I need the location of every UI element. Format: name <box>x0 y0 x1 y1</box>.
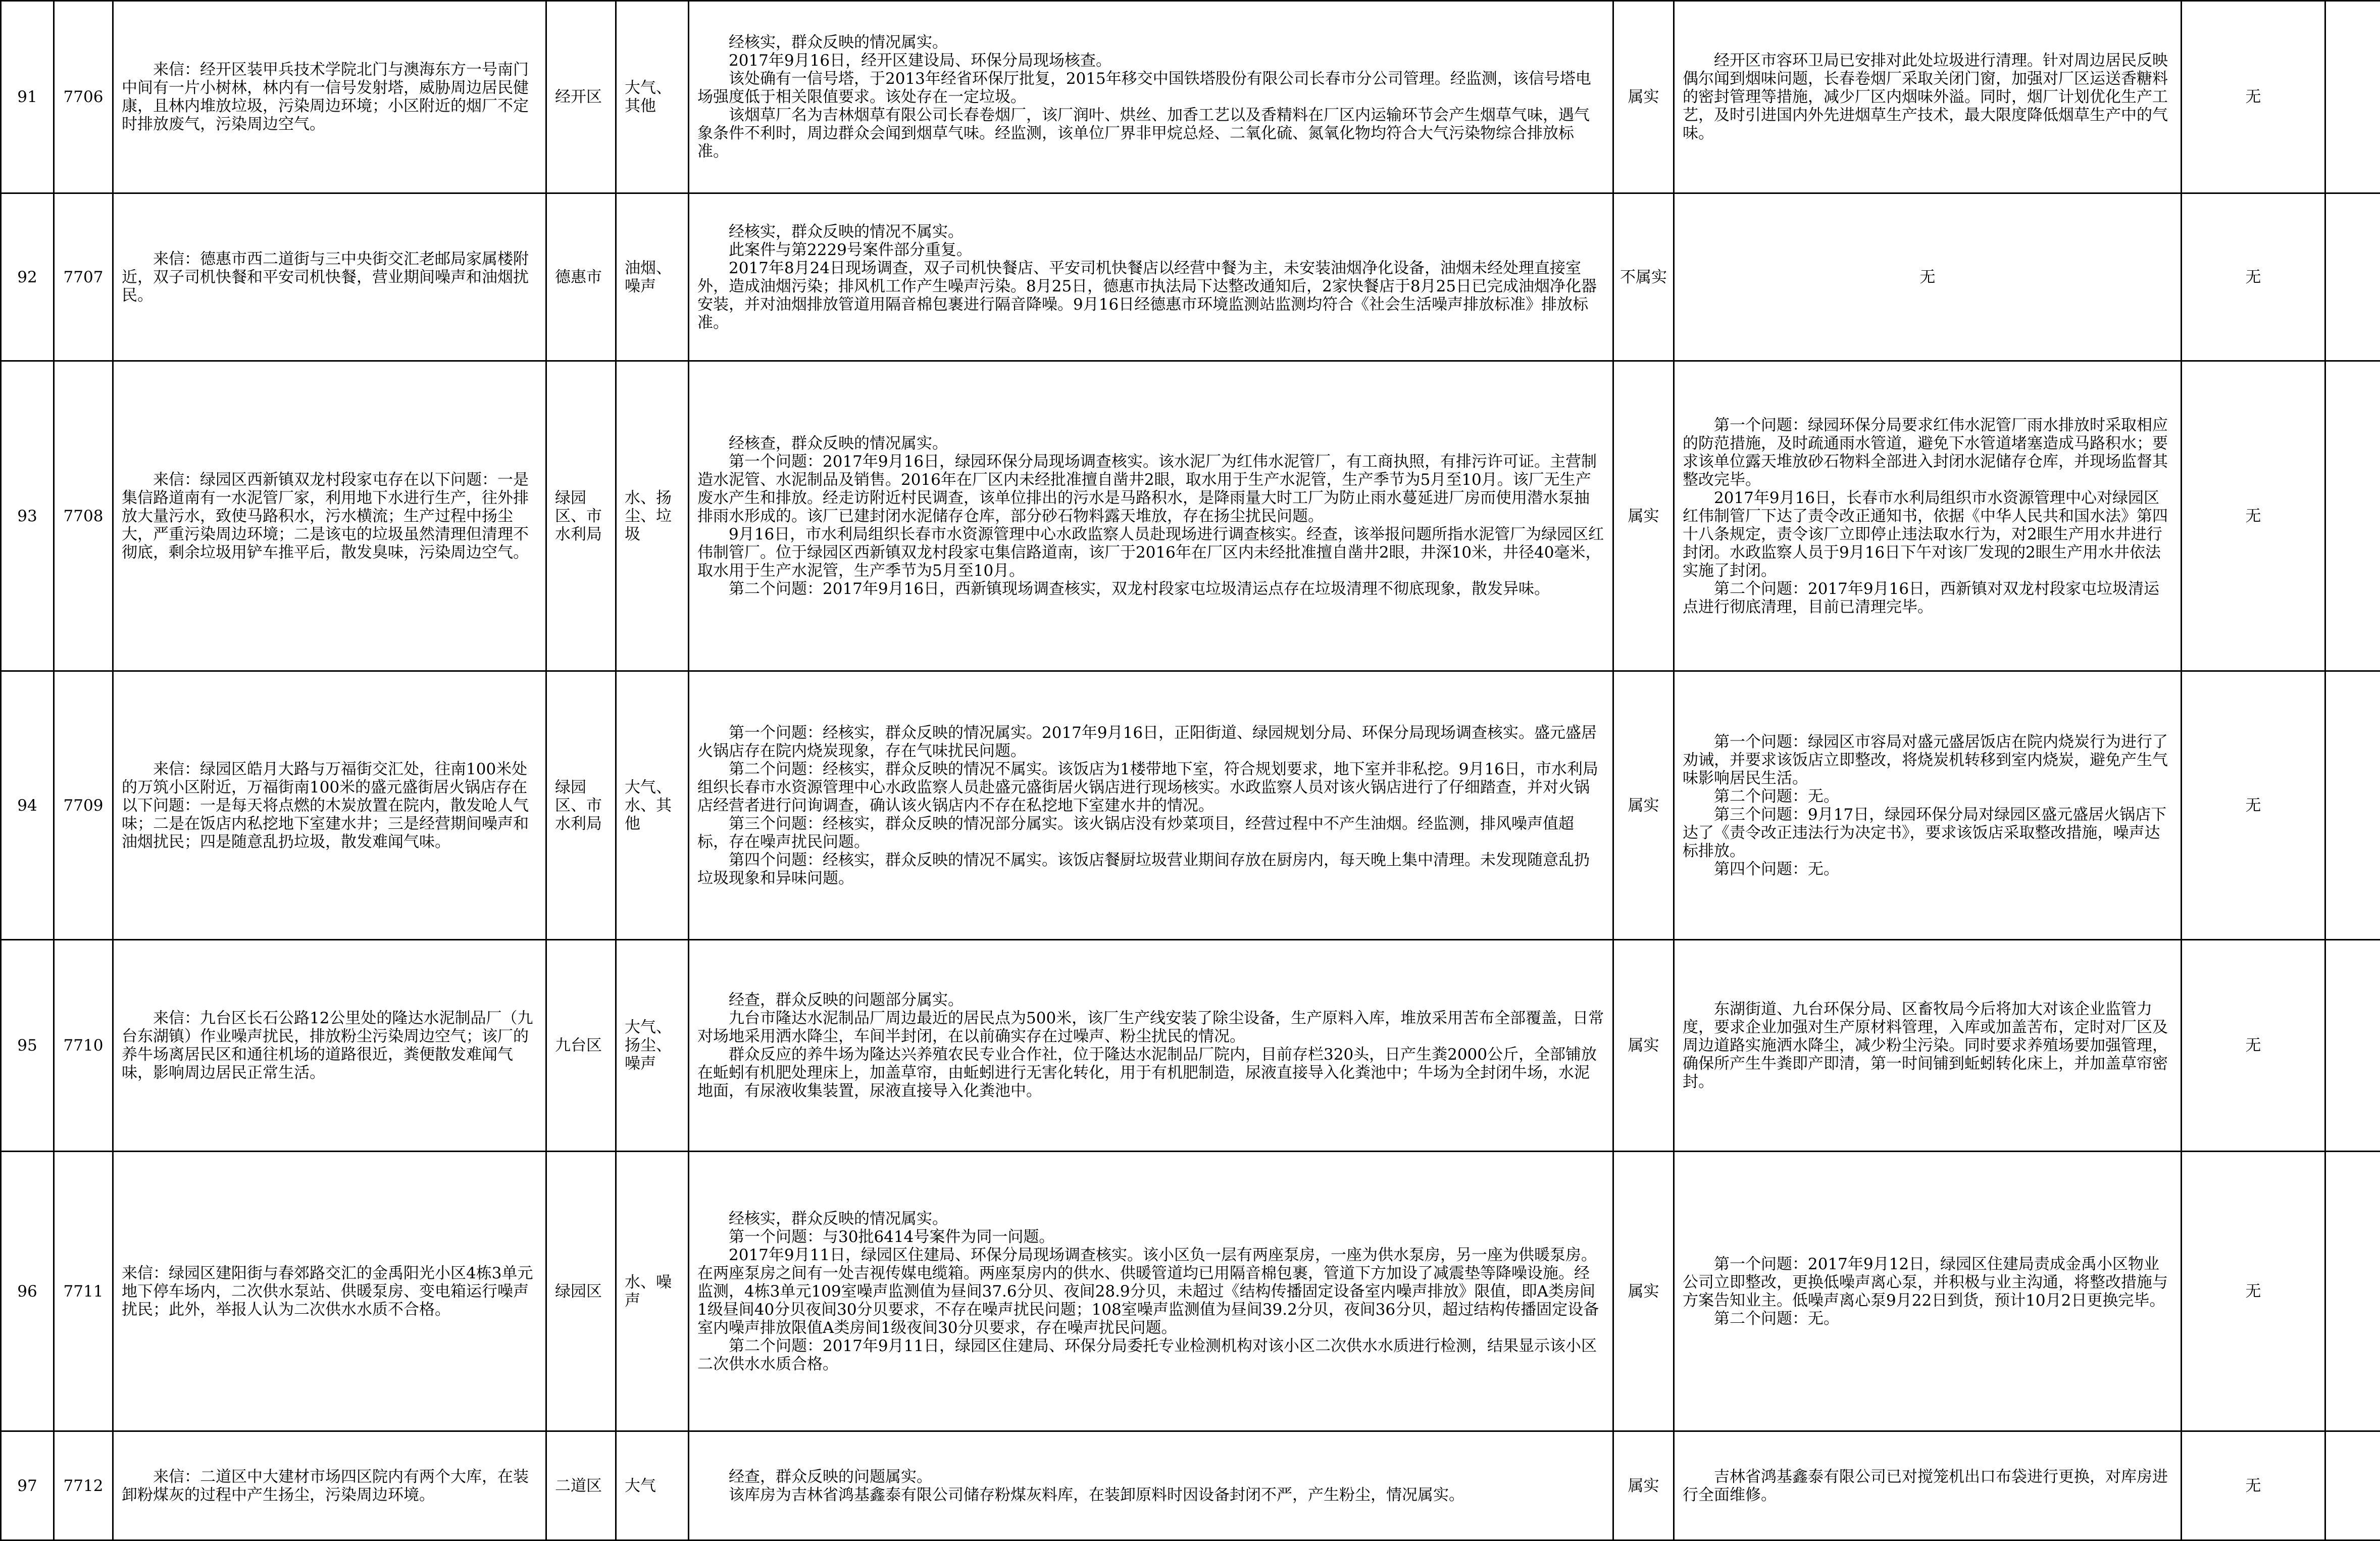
verdict: 属实 <box>1613 1 1674 193</box>
case-number: 7707 <box>54 193 113 361</box>
handling-result <box>1674 361 2182 671</box>
pollution-type: 水、噪声 <box>616 1152 689 1431</box>
table-row <box>1 671 2380 940</box>
empty-cell <box>2325 1431 2380 1540</box>
case-number: 7712 <box>54 1431 113 1540</box>
investigation-result-paragraph: 经查，群众反映的问题属实。 <box>697 1468 1604 1486</box>
investigation-result-paragraph: 该库房为吉林省鸿基鑫泰有限公司储存粉煤灰料库，在装卸原料时因设备封闭不严，产生粉尘，情况属实。 <box>697 1486 1604 1504</box>
empty-cell <box>2325 671 2380 940</box>
verdict: 属实 <box>1613 940 1674 1152</box>
empty-cell <box>2325 361 2380 671</box>
district: 九台区 <box>546 940 616 1152</box>
district: 德惠市 <box>546 193 616 361</box>
investigation-result <box>689 671 1613 940</box>
pollution-type: 油烟、噪声 <box>616 193 689 361</box>
investigation-result <box>689 1431 1613 1540</box>
pollution-type: 大气、扬尘、噪声 <box>616 940 689 1152</box>
verdict: 属实 <box>1613 1152 1674 1431</box>
case-number: 7709 <box>54 671 113 940</box>
district: 绿园区、市水利局 <box>546 671 616 940</box>
investigation-result-paragraph: 经查，群众反映的问题部分属实。 <box>697 991 1604 1009</box>
investigation-result-paragraph: 该处确有一信号塔，于2013年经省环保厅批复，2015年移交中国铁塔股份有限公司长春市分公司管理。经监测，该信号塔电场强度低于相关限值要求。该处存在一定垃圾。 <box>697 70 1604 106</box>
investigation-result-paragraph: 2017年8月24日现场调查，双子司机快餐店、平安司机快餐店以经营中餐为主，未安装油烟净化设备，油烟未经处理直接室外，造成油烟污染；排风机工作产生噪声污染。8月25日，德惠市执法局下达整改通知后，2家快餐店于8月25日已完成油烟净化器安装，并对油烟排放管道用隔音棉包裹进行隔音降噪。9月16日经德惠市环境监测站监测均符合《社会生活噪声排放标准》排放标准。 <box>697 259 1604 332</box>
handling-result-paragraph: 无 <box>1677 268 2179 286</box>
table-row <box>1 361 2380 671</box>
investigation-result-paragraph: 经核实，群众反映的情况不属实。 <box>697 223 1604 241</box>
investigation-result-paragraph: 第二个问题：经核实，群众反映的情况不属实。该饭店为1楼带地下室，符合规划要求，地下室并非私挖。9月16日，市水利局组织长春市水资源管理中心水政监察人员赴盛元盛街居火锅店进行现场核实。水政监察人员对该火锅店进行了仔细踏查，并对火锅店经营者进行问询调查，确认该火锅店内不存在私挖地下室建水井的情况。 <box>697 760 1604 815</box>
empty-cell <box>2325 940 2380 1152</box>
handling-result-paragraph: 第一个问题：绿园环保分局要求红伟水泥管厂雨水排放时采取相应的防范措施，及时疏通雨水管道，避免下水管道堵塞造成马路积水；要求该单位露天堆放砂石物料全部进入封闭水泥储存仓库，并现场监督其整改完毕。 <box>1683 416 2172 489</box>
investigation-result-paragraph: 经核实，群众反映的情况属实。 <box>697 1210 1604 1228</box>
investigation-result-paragraph: 第二个问题：2017年9月11日，绿园区住建局、环保分局委托专业检测机构对该小区二次供水水质进行检测，结果显示该小区二次供水水质合格。 <box>697 1337 1604 1373</box>
row-index: 95 <box>1 940 54 1152</box>
case-number: 7708 <box>54 361 113 671</box>
investigation-result <box>689 361 1613 671</box>
table-row <box>1 1 2380 193</box>
empty-cell <box>2325 1152 2380 1431</box>
handling-result-paragraph: 第二个问题：2017年9月16日，西新镇对双龙村段家屯垃圾清运点进行彻底清理，目前已清理完毕。 <box>1683 580 2172 616</box>
investigation-result <box>689 1152 1613 1431</box>
investigation-result-paragraph: 第四个问题：经核实，群众反映的情况不属实。该饭店餐厨垃圾营业期间存放在厨房内，每天晚上集中清理。未发现随意乱扔垃圾现象和异味问题。 <box>697 851 1604 887</box>
handling-result <box>1674 193 2182 361</box>
complaint-paragraph: 来信：九台区长石公路12公里处的隆达水泥制品厂（九台东湖镇）作业噪声扰民，排放粉尘污染周边空气；该厂的养牛场离居民区和通往机场的道路很近，粪便散发难闻气味，影响周边居民正常生活。 <box>122 1009 537 1082</box>
investigation-result-paragraph: 群众反应的养牛场为隆达兴养殖农民专业合作社，位于隆达水泥制品厂院内，目前存栏320头，日产生粪2000公斤，全部铺放在蚯蚓有机肥处理床上，加盖草帘，由蚯蚓进行无害化转化，用于有机肥制造，尿液直接导入化粪池中；牛场为全封闭牛场，水泥地面，有尿液收集装置，尿液直接导入化粪池中。 <box>697 1046 1604 1100</box>
verdict: 不属实 <box>1613 193 1674 361</box>
investigation-result-paragraph: 第一个问题：与30批6414号案件为同一问题。 <box>697 1228 1604 1246</box>
row-index: 97 <box>1 1431 54 1540</box>
complaint-text <box>113 1431 546 1540</box>
district: 绿园区、市水利局 <box>546 361 616 671</box>
handling-result <box>1674 1152 2182 1431</box>
investigation-result-paragraph: 九台市隆达水泥制品厂周边最近的居民点为500米，该厂生产线安装了除尘设备，生产原料入库，堆放采用苦布全部覆盖，日常对场地采用洒水降尘，车间半封闭，在以前确实存在过噪声、粉尘扰民的情况。 <box>697 1009 1604 1046</box>
handling-result <box>1674 1431 2182 1540</box>
district: 二道区 <box>546 1431 616 1540</box>
empty-cell <box>2325 1 2380 193</box>
accountability: 无 <box>2182 940 2325 1152</box>
complaint-text <box>113 361 546 671</box>
handling-result-paragraph: 吉林省鸿基鑫泰有限公司已对搅笼机出口布袋进行更换，对库房进行全面维修。 <box>1683 1468 2172 1504</box>
table-row <box>1 193 2380 361</box>
investigation-result-paragraph: 第二个问题：2017年9月16日，西新镇现场调查核实，双龙村段家屯垃圾清运点存在垃圾清理不彻底现象，散发异味。 <box>697 580 1604 598</box>
handling-result <box>1674 940 2182 1152</box>
case-number: 7710 <box>54 940 113 1152</box>
accountability: 无 <box>2182 671 2325 940</box>
district: 经开区 <box>546 1 616 193</box>
table-row <box>1 1431 2380 1540</box>
accountability: 无 <box>2182 1431 2325 1540</box>
pollution-type: 大气、水、其他 <box>616 671 689 940</box>
complaint-paragraph: 来信：德惠市西二道街与三中央街交汇老邮局家属楼附近，双子司机快餐和平安司机快餐，营业期间噪声和油烟扰民。 <box>122 250 537 305</box>
investigation-result-paragraph: 第三个问题：经核实，群众反映的情况部分属实。该火锅店没有炒菜项目，经营过程中不产生油烟。经监测，排风噪声值超标，存在噪声扰民问题。 <box>697 815 1604 851</box>
investigation-result-paragraph: 2017年9月11日，绿园区住建局、环保分局现场调查核实。该小区负一层有两座泵房，一座为供水泵房，另一座为供暖泵房。在两座泵房之间有一处吉视传媒电缆箱。两座泵房内的供水、供暖管道均已用隔音棉包裹，管道下方加设了减震垫等降噪设施。经监测，4栋3单元109室噪声监测值为昼间37.6分贝、夜间28.9分贝，未超过《结构传播固定设备室内噪声排放》限值，即A类房间1级昼间40分贝夜间30分贝要求，不存在噪声扰民问题；108室噪声监测值为昼间39.2分贝，夜间36分贝，超过结构传播固定设备室内噪声排放限值A类房间1级夜间30分贝要求，存在噪声扰民问题。 <box>697 1246 1604 1337</box>
verdict: 属实 <box>1613 361 1674 671</box>
investigation-result-paragraph: 经核实，群众反映的情况属实。 <box>697 33 1604 52</box>
pollution-type: 大气、其他 <box>616 1 689 193</box>
handling-result-paragraph: 经开区市容环卫局已安排对此处垃圾进行清理。针对周边居民反映偶尔闻到烟味问题，长春卷烟厂采取关闭门窗，加强对厂区运送香糖料的密封管理等措施，减少厂区内烟味外溢。同时，烟厂计划优化生产工艺，及时引进国内外先进烟草生产技术，最大限度降低烟草生产中的气味。 <box>1683 52 2172 142</box>
district: 绿园区 <box>546 1152 616 1431</box>
handling-result-paragraph: 第一个问题：2017年9月12日，绿园区住建局责成金禹小区物业公司立即整改，更换低噪声离心泵，并积极与业主沟通，将整改措施与方案告知业主。低噪声离心泵9月22日到货，预计10月2日更换完毕。 <box>1683 1255 2172 1310</box>
handling-result-paragraph: 第二个问题：无。 <box>1683 787 2172 806</box>
accountability: 无 <box>2182 1152 2325 1431</box>
case-number: 7711 <box>54 1152 113 1431</box>
handling-result <box>1674 671 2182 940</box>
row-index: 93 <box>1 361 54 671</box>
table-row <box>1 1152 2380 1431</box>
accountability: 无 <box>2182 1 2325 193</box>
verdict: 属实 <box>1613 1431 1674 1540</box>
row-index: 91 <box>1 1 54 193</box>
handling-result <box>1674 1 2182 193</box>
verdict: 属实 <box>1613 671 1674 940</box>
handling-result-paragraph: 东湖街道、九台环保分局、区畜牧局今后将加大对该企业监管力度，要求企业加强对生产原材料管理，入库或加盖苦布，定时对厂区及周边道路实施洒水降尘，减少粉尘污染。同时要求养殖场要加强管理，确保所产生牛粪即产即清，第一时间铺到蚯蚓转化床上，并加盖草帘密封。 <box>1683 1000 2172 1091</box>
handling-result-paragraph: 第三个问题：9月17日，绿园环保分局对绿园区盛元盛居火锅店下达了《责令改正违法行为决定书》，要求该饭店采取整改措施，噪声达标排放。 <box>1683 806 2172 860</box>
investigation-result-paragraph: 第一个问题：经核实，群众反映的情况属实。2017年9月16日，正阳街道、绿园规划分局、环保分局现场调查核实。盛元盛居火锅店存在院内烧炭现象，存在气味扰民问题。 <box>697 724 1604 760</box>
complaint-text <box>113 940 546 1152</box>
investigation-result-paragraph: 2017年9月16日，经开区建设局、环保分局现场核查。 <box>697 52 1604 70</box>
row-index: 94 <box>1 671 54 940</box>
complaint-text <box>113 1152 546 1431</box>
investigation-result-paragraph: 第一个问题：2017年9月16日，绿园环保分局现场调查核实。该水泥厂为红伟水泥管厂，有工商执照，有排污许可证。主营制造水泥管、水泥制品及销售。2016年在厂区内未经批准擅自凿井2眼，取水用于生产水泥管，生产季节为5月至10月。该厂无生产废水产生和排放。经走访附近村民调查，该单位排出的污水是马路积水，是降雨量大时工厂为防止雨水蔓延进厂房而使用潜水泵抽排雨水形成的。该厂已建封闭水泥储存仓库，部分砂石物料露天堆放，存在扬尘扰民问题。 <box>697 453 1604 525</box>
complaint-paragraph: 来信：二道区中大建材市场四区院内有两个大库，在装卸粉煤灰的过程中产生扬尘，污染周边环境。 <box>122 1468 537 1504</box>
row-index: 96 <box>1 1152 54 1431</box>
investigation-result <box>689 193 1613 361</box>
pollution-type: 水、扬尘、垃圾 <box>616 361 689 671</box>
investigation-result-paragraph: 此案件与第2229号案件部分重复。 <box>697 241 1604 259</box>
handling-result-paragraph: 2017年9月16日，长春市水利局组织市水资源管理中心对绿园区红伟制管厂下达了责令改正通知书，依据《中华人民共和国水法》第四十八条规定，责令该厂立即停止违法取水行为，对2眼生产用水井进行封闭。水政监察人员于9月16日下午对该厂发现的2眼生产用水井依法实施了封闭。 <box>1683 489 2172 580</box>
accountability: 无 <box>2182 193 2325 361</box>
row-index: 92 <box>1 193 54 361</box>
pollution-type: 大气 <box>616 1431 689 1540</box>
investigation-result <box>689 1 1613 193</box>
complaint-paragraph: 来信：经开区装甲兵技术学院北门与澳海东方一号南门中间有一片小树林，林内有一信号发射塔，威胁周边居民健康，且林内堆放垃圾，污染周边环境；小区附近的烟厂不定时排放废气，污染周边空气。 <box>122 61 537 133</box>
investigation-result-paragraph: 9月16日，市水利局组织长春市水资源管理中心水政监察人员赴现场进行调查核实。经查，该举报问题所指水泥管厂为绿园区红伟制管厂。位于绿园区西新镇双龙村段家屯集信路道南，该厂于2016年在厂区内未经批准擅自凿井2眼，井深10米，井径40毫米，取水用于生产水泥管，生产季节为5月至10月。 <box>697 525 1604 580</box>
case-number: 7706 <box>54 1 113 193</box>
table-row <box>1 940 2380 1152</box>
complaint-paragraph: 来信：绿园区皓月大路与万福街交汇处，往南100米处的万筑小区附近，万福街南100米的盛元盛街居火锅店存在以下问题：一是每天将点燃的木炭放置在院内，散发呛人气味；二是在饭店内私挖地下室建水井；三是经营期间噪声和油烟扰民；四是随意乱扔垃圾，散发难闻气味。 <box>122 760 537 851</box>
investigation-result <box>689 940 1613 1152</box>
complaint-paragraph: 来信：绿园区西新镇双龙村段家屯存在以下问题：一是集信路道南有一水泥管厂家，利用地下水进行生产，往外排放大量污水，致使马路积水，污水横流；生产过程中扬尘大，严重污染周边环境；二是该屯的垃圾虽然清理但清理不彻底，剩余垃圾用铲车推平后，散发臭味，污染周边空气。 <box>122 471 537 562</box>
complaint-text <box>113 193 546 361</box>
handling-result-paragraph: 第四个问题：无。 <box>1683 860 2172 878</box>
complaint-text <box>113 671 546 940</box>
empty-cell <box>2325 193 2380 361</box>
investigation-result-paragraph: 经核查，群众反映的情况属实。 <box>697 434 1604 453</box>
complaint-text <box>113 1 546 193</box>
investigation-result-paragraph: 该烟草厂名为吉林烟草有限公司长春卷烟厂，该厂润叶、烘丝、加香工艺以及香精料在厂区内运输环节会产生烟草气味，遇气象条件不利时，周边群众会闻到烟草气味。经监测，该单位厂界非甲烷总烃、二氧化硫、氮氧化物均符合大气污染物综合排放标准。 <box>697 106 1604 161</box>
handling-result-paragraph: 第二个问题：无。 <box>1683 1310 2172 1328</box>
table-body <box>1 1 2380 1540</box>
complaint-paragraph: 来信：绿园区建阳街与春郊路交汇的金禹阳光小区4栋3单元地下停车场内，二次供水泵站、供暖泵房、变电箱运行噪声扰民；此外，举报人认为二次供水水质不合格。 <box>122 1264 537 1319</box>
accountability: 无 <box>2182 361 2325 671</box>
handling-result-paragraph: 第一个问题：绿园区市容局对盛元盛居饭店在院内烧炭行为进行了劝诫，并要求该饭店立即整改，将烧炭机转移到室内烧炭，避免产生气味影响居民生活。 <box>1683 733 2172 787</box>
